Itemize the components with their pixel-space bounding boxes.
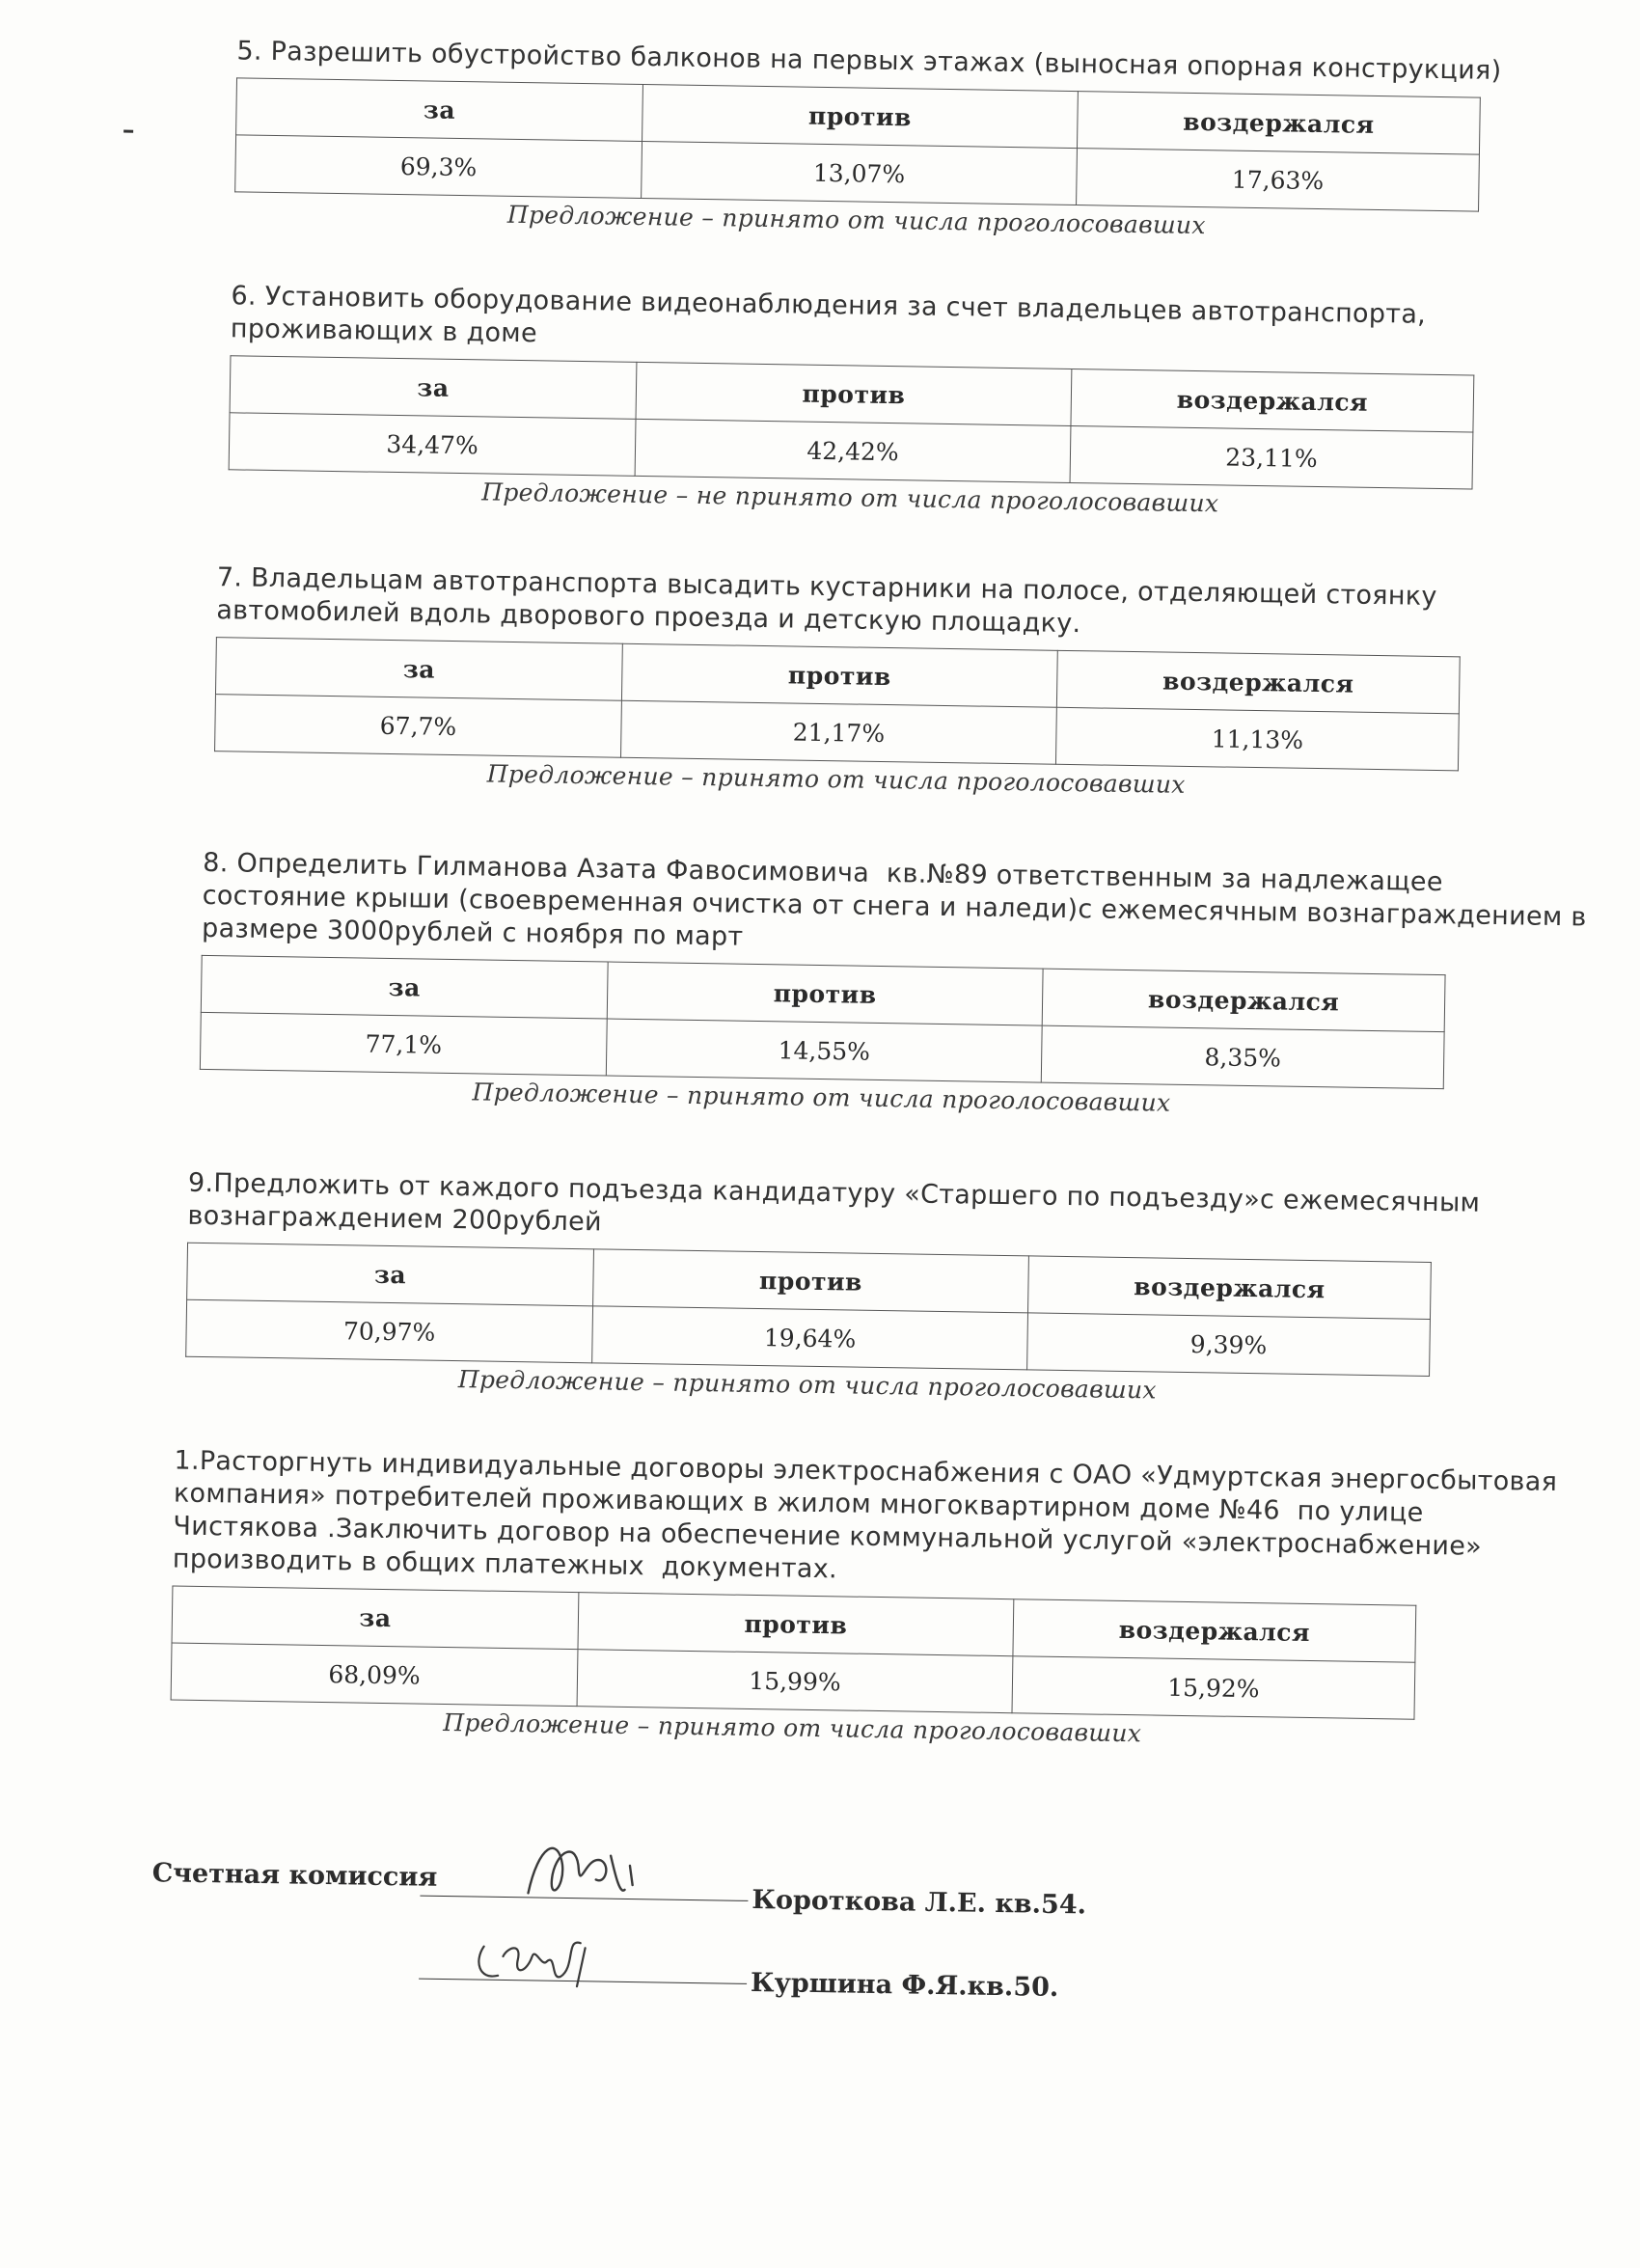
voting-item: [185, 1167, 1577, 1412]
header-for: за: [215, 638, 622, 701]
verdict-text: Предложение – принято от числа проголосовавших: [486, 759, 1186, 799]
header-against: против: [621, 643, 1057, 707]
item-heading: 8. Определить Гилманова Азата Фавосимовича кв.№89 ответственным за надлежащее состояние крыши (своевременная очистка от снега и наледи)с ежемесячным вознаграждением в размере 3000рублей с ноября по март: [201, 847, 1596, 952]
item-heading: 9.Предложить от каждого подъезда кандидатуру «Старшего по подъезду»с ежемесячным вознаграждением 200рублей: [187, 1167, 1490, 1238]
voting-item: [228, 280, 1620, 525]
item-heading: 7. Владельцам автотранспорта высадить кустарники на полосе, отделяющей стоянку автомобилей вдоль дворового проезда и детскую площадку.: [216, 562, 1446, 640]
value-against: 14,55%: [606, 1019, 1042, 1082]
header-against: против: [642, 84, 1079, 148]
header-abstain: воздержался: [1056, 650, 1460, 714]
counting-commission: [150, 1846, 1117, 2036]
item-heading: 1.Расторгнуть индивидуальные договоры электроснабжения с ОАО «Удмуртская энергосбытовая компания» потребителей проживающих в жилом многоквартирном доме №46 по улице Чистякова .Заключить договор на обеспечение коммунальной услугой «электроснабжение» производить в общих платежных документах.: [172, 1445, 1567, 1585]
header-for: за: [172, 1586, 579, 1650]
commission-label: Счетная комиссия: [151, 1858, 438, 1893]
header-abstain: воздержался: [1071, 369, 1474, 433]
header-abstain: воздержался: [1013, 1599, 1416, 1663]
value-for: 68,09%: [171, 1643, 578, 1707]
value-for: 69,3%: [235, 135, 642, 199]
vote-table: [200, 955, 1446, 1089]
signature-icon: [469, 1926, 615, 1996]
value-against: 19,64%: [592, 1306, 1028, 1370]
vote-table: [185, 1243, 1432, 1377]
header-for: за: [236, 78, 643, 142]
voting-item: [214, 561, 1606, 806]
verdict-text: Предложение – принято от числа проголосовавших: [457, 1365, 1157, 1405]
value-against: 21,17%: [621, 700, 1057, 764]
scan-mark: [123, 130, 133, 133]
vote-table: [171, 1586, 1417, 1720]
value-abstain: 15,92%: [1012, 1656, 1415, 1720]
voting-item: [170, 1445, 1567, 1756]
header-against: против: [607, 962, 1043, 1025]
commission-member: Короткова Л.Е. кв.54.: [752, 1884, 1087, 1921]
value-against: 42,42%: [635, 419, 1071, 482]
header-abstain: воздержался: [1042, 969, 1445, 1032]
value-for: 67,7%: [215, 695, 622, 758]
header-for: за: [187, 1243, 594, 1306]
header-against: против: [593, 1249, 1029, 1313]
value-abstain: 11,13%: [1055, 707, 1459, 771]
voting-item: [199, 847, 1596, 1125]
vote-table: [234, 77, 1481, 211]
vote-table: [214, 637, 1461, 771]
verdict-text: Предложение – принято от числа проголосовавших: [506, 200, 1206, 240]
value-abstain: 8,35%: [1041, 1025, 1444, 1089]
verdict-text: Предложение – не принято от числа проголосовавших: [481, 478, 1219, 518]
vote-table: [229, 355, 1475, 489]
header-for: за: [230, 356, 637, 420]
value-for: 77,1%: [200, 1012, 607, 1076]
header-abstain: воздержался: [1077, 92, 1480, 155]
value-against: 13,07%: [642, 141, 1078, 205]
commission-member: Куршина Ф.Я.кв.50.: [750, 1967, 1059, 2003]
signature-icon: [518, 1835, 654, 1914]
value-abstain: 23,11%: [1070, 425, 1473, 489]
item-heading: 5. Разрешить обустройство балконов на первых этажах (выносная опорная конструкция): [236, 36, 1502, 86]
value-for: 34,47%: [229, 413, 636, 477]
header-for: за: [201, 955, 608, 1019]
value-against: 15,99%: [577, 1650, 1013, 1713]
value-for: 70,97%: [186, 1299, 593, 1363]
header-against: против: [578, 1593, 1014, 1656]
voting-item: [234, 36, 1626, 247]
value-abstain: 9,39%: [1027, 1313, 1431, 1377]
item-heading: 6. Установить оборудование видеонаблюдения за счет владельцев автотранспорта, проживающих в доме: [230, 281, 1435, 349]
header-against: против: [636, 362, 1072, 425]
value-abstain: 17,63%: [1077, 149, 1480, 212]
verdict-text: Предложение – принято от числа проголосовавших: [472, 1078, 1171, 1117]
verdict-text: Предложение – принято от числа проголосовавших: [443, 1708, 1142, 1748]
header-abstain: воздержался: [1028, 1256, 1432, 1320]
